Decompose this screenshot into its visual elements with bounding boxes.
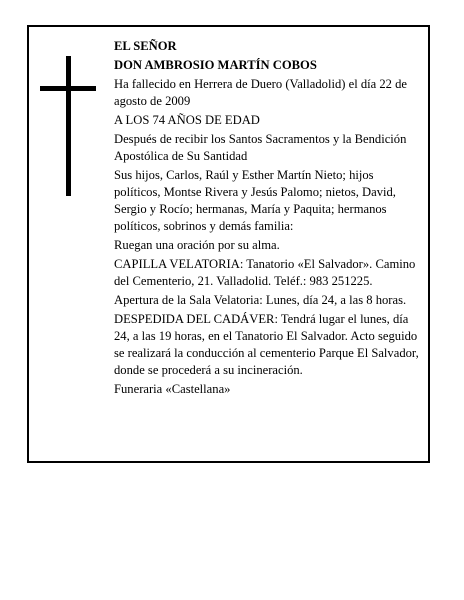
- opening-info: Apertura de la Sala Velatoria: Lunes, día 24, a las 8 horas.: [114, 293, 407, 307]
- chapel-info: CAPILLA VELATORIA: Tanatorio «El Salvador». Camino del Cementerio, 21. Valladolid. Teléf.: 983 251225.: [114, 257, 416, 288]
- obituary-text: [114, 38, 422, 400]
- cross-icon: [66, 56, 71, 196]
- family-list: Sus hijos, Carlos, Raúl y Esther Martín Nieto; hijos políticos, Montse Rivera y Jesús Palomo; nietos, David, Sergio y Rocío; hermanas, María y Paquita; hermanos políticos, sobrinos y demás familia:: [114, 168, 396, 233]
- farewell-info: DESPEDIDA DEL CADÁVER: Tendrá lugar el lunes, día 24, a las 19 horas, en el Tanatorio El Salvador. Acto seguido se realizará la conducción al cementerio Parque El Salvador, donde se procederá a su incineración.: [114, 312, 419, 377]
- funeral-home: Funeraria «Castellana»: [114, 382, 231, 396]
- sacraments-line: Después de recibir los Santos Sacramentos y la Bendición Apostólica de Su Santidad: [114, 132, 407, 163]
- title-line-1: EL SEÑOR: [114, 39, 177, 53]
- death-info: Ha fallecido en Herrera de Duero (Valladolid) el día 22 de agosto de 2009: [114, 77, 408, 108]
- deceased-name: DON AMBROSIO MARTÍN COBOS: [114, 58, 317, 72]
- prayer-line: Ruegan una oración por su alma.: [114, 238, 280, 252]
- age-line: A LOS 74 AÑOS DE EDAD: [114, 113, 260, 127]
- cross-icon-bar: [40, 86, 96, 91]
